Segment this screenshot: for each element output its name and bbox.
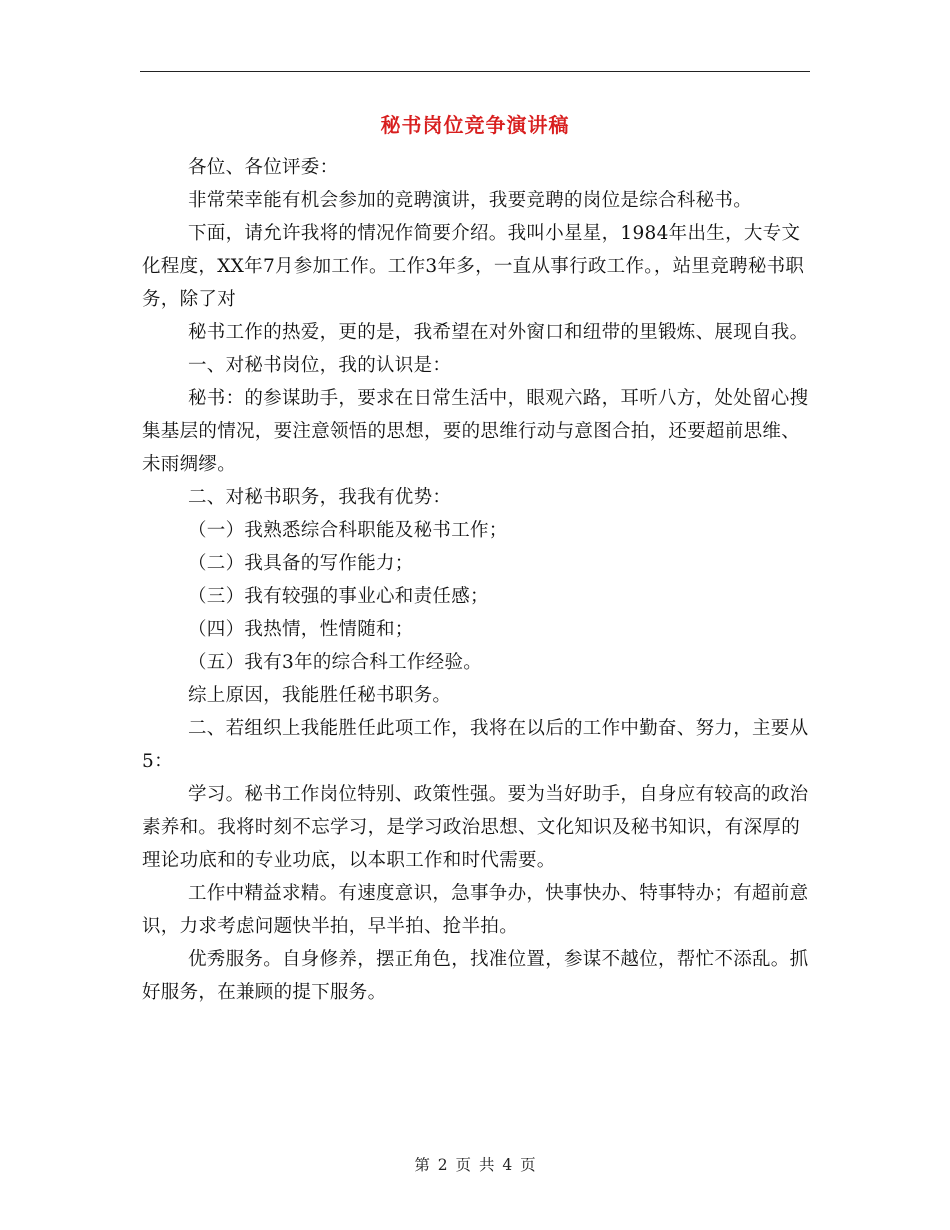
- plan-work-paragraph: 工作中精益求精。有速度意识，急事争办，快事快办、特事特办；有超前意识，力求考虑问题快半拍，早半拍、抢半拍。: [142, 883, 809, 937]
- salutation-paragraph: 各位、各位评委：: [188, 157, 339, 178]
- document-body: [142, 151, 812, 1009]
- motivation-paragraph: 秘书工作的热爱，更的是，我希望在对外窗口和纽带的里锻炼、展现自我。: [188, 322, 809, 343]
- section-heading-understanding: 一、对秘书岗位，我的认识是：: [188, 355, 452, 376]
- page-number: 第 2 页 共 4 页: [414, 1156, 536, 1174]
- intro-paragraph: 非常荣幸能有机会参加的竞聘演讲，我要竞聘的岗位是综合科秘书。: [188, 190, 753, 211]
- plan-service-paragraph: 优秀服务。自身修养，摆正角色，找准位置，参谋不越位，帮忙不添乱。抓好服务，在兼顾的提下服务。: [142, 949, 809, 1003]
- conclusion-paragraph: 综上原因，我能胜任秘书职务。: [188, 685, 452, 706]
- understanding-paragraph: 秘书：的参谋助手，要求在日常生活中，眼观六路，耳听八方，处处留心搜集基层的情况，要注意领悟的思想，要的思维行动与意图合拍，还要超前思维、未雨绸缪。: [142, 388, 809, 475]
- plan-study-paragraph: 学习。秘书工作岗位特别、政策性强。要为当好助手，自身应有较高的政治素养和。我将时刻不忘学习，是学习政治思想、文化知识及秘书知识，有深厚的理论功底和的专业功底，以本职工作和时代需要。: [142, 784, 809, 871]
- advantage-item-2: （二）我具备的写作能力；: [188, 553, 414, 574]
- advantage-item-1: （一）我熟悉综合科职能及秘书工作；: [188, 520, 508, 541]
- section-heading-plans: 二、若组织上我能胜任此项工作，我将在以后的工作中勤奋、努力，主要从5：: [142, 718, 809, 772]
- advantage-item-4: （四）我热情，性情随和；: [188, 619, 414, 640]
- self-introduction-paragraph: 下面，请允许我将的情况作简要介绍。我叫小星星，1984年出生，大专文化程度，XX年7月参加工作。工作3年多，一直从事行政工作。，站里竞聘秘书职务，除了对: [142, 223, 805, 310]
- section-heading-advantages: 二、对秘书职务，我我有优势：: [188, 487, 452, 508]
- document-title: 秘书岗位竞争演讲稿: [380, 113, 570, 137]
- advantage-item-3: （三）我有较强的事业心和责任感；: [188, 586, 489, 607]
- header-rule: [140, 71, 810, 72]
- advantage-item-5: （五）我有3年的综合科工作经验。: [188, 652, 483, 673]
